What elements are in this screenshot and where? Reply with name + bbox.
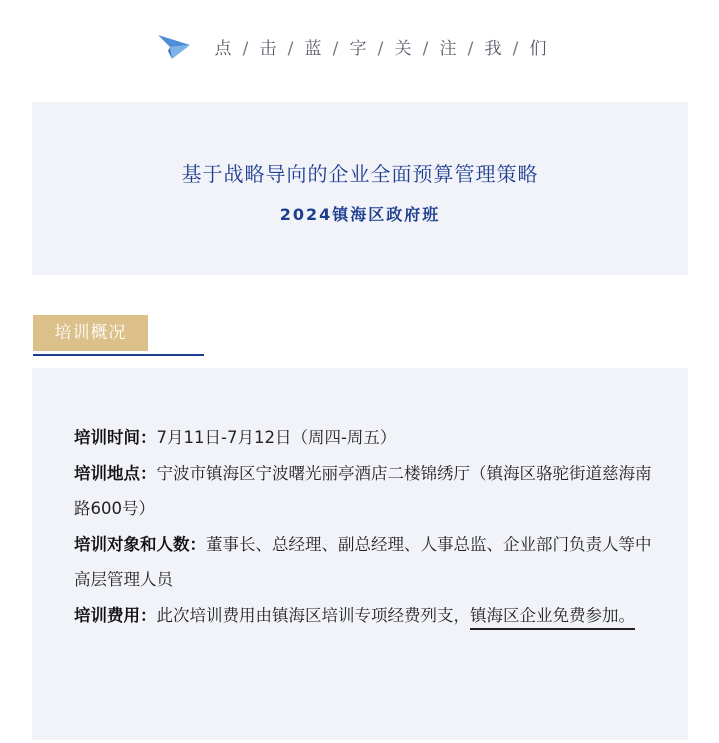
- detail-label: 培训费用：: [74, 605, 157, 625]
- follow-separator: /: [242, 39, 249, 59]
- follow-char: 蓝: [304, 39, 322, 59]
- follow-char: 们: [529, 39, 547, 59]
- detail-time: [74, 420, 654, 456]
- follow-char: 点: [214, 39, 232, 59]
- paper-plane-icon: [156, 31, 192, 61]
- section-header-overview: 培训概况: [33, 315, 148, 351]
- fee-emphasis: 镇海区企业免费参加。: [470, 606, 635, 630]
- follow-separator: /: [422, 39, 429, 59]
- title-card: [32, 102, 688, 275]
- follow-separator: /: [512, 39, 519, 59]
- detail-value: 7月11日-7月12日（周四-周五）: [156, 428, 397, 447]
- follow-separator: /: [332, 39, 339, 59]
- follow-char: 注: [439, 39, 457, 59]
- training-details: [74, 420, 654, 633]
- detail-value: 此次培训费用由镇海区培训专项经费列支，: [156, 605, 470, 625]
- section-divider: [33, 354, 204, 356]
- detail-label: 培训时间：: [74, 428, 157, 447]
- follow-char: 关: [394, 39, 412, 59]
- detail-label: 培训地点：: [74, 463, 157, 483]
- detail-value: 董事长、总经理、副总经理、人事总监、企业部门负责人等中高层管理人员: [74, 534, 652, 589]
- follow-char: 我: [484, 39, 502, 59]
- follow-separator: /: [377, 39, 384, 59]
- follow-bar[interactable]: [0, 28, 719, 64]
- follow-char: 字: [349, 39, 367, 59]
- course-title: 基于战略导向的企业全面预算管理策略: [181, 162, 539, 186]
- detail-place: [74, 456, 654, 527]
- detail-label: 培训对象和人数：: [74, 534, 206, 554]
- follow-separator: /: [467, 39, 474, 59]
- follow-separator: /: [287, 39, 294, 59]
- follow-us-text[interactable]: [214, 34, 547, 59]
- details-card: [32, 368, 688, 740]
- detail-audience: [74, 527, 654, 598]
- detail-value: 宁波市镇海区宁波曙光丽亭酒店二楼锦绣厅（镇海区骆驼街道慈海南路600号）: [74, 463, 652, 518]
- class-subtitle: 2024镇海区政府班: [279, 205, 441, 224]
- follow-char: 击: [259, 39, 277, 59]
- detail-fee: [74, 598, 654, 634]
